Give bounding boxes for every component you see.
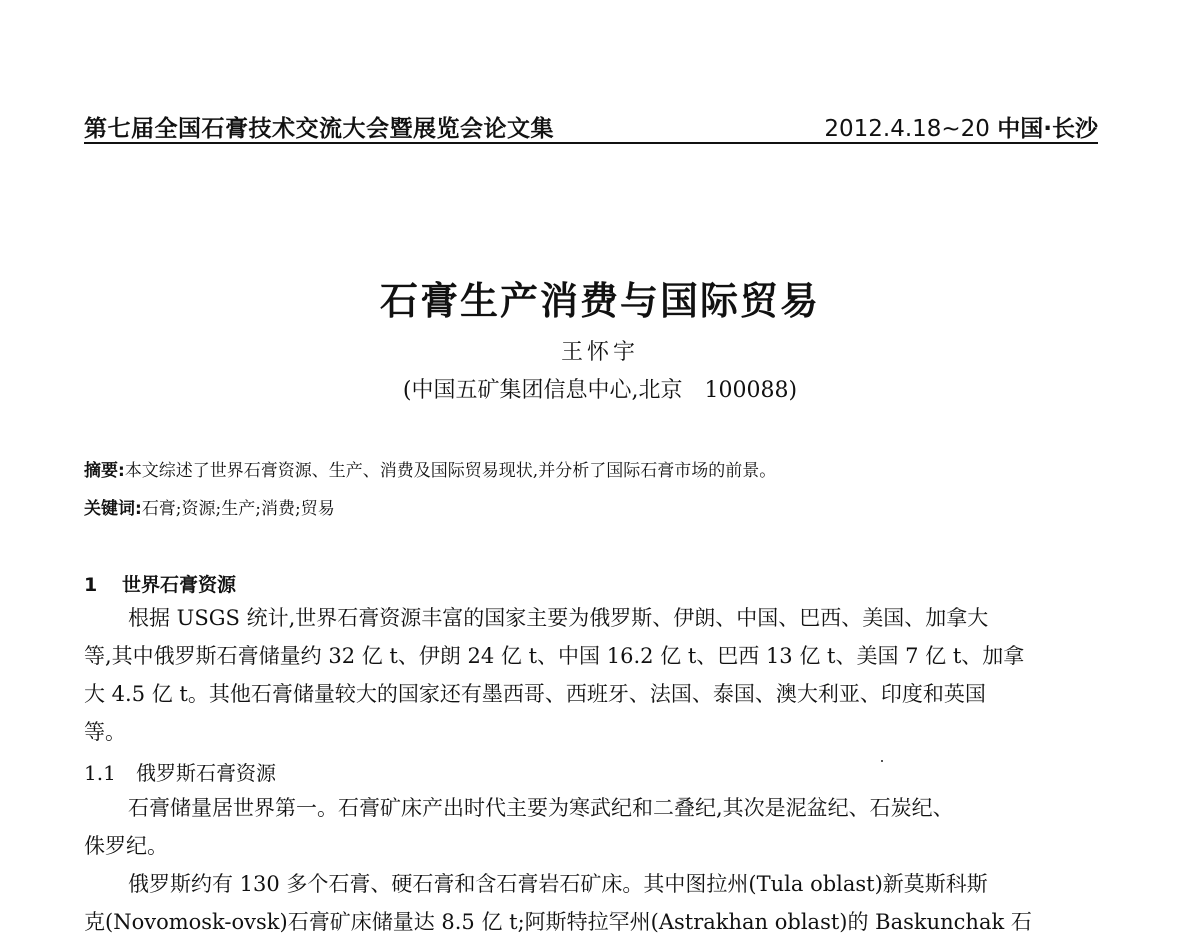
subsection-heading-1-1 xyxy=(84,757,276,786)
keywords-label: 关键词: xyxy=(84,499,142,519)
paragraph-line: 克(Novomosk-ovsk)石膏矿床储量达 8.5 亿 t;阿斯特拉罕州(Astrakhan oblast)的 Baskunchak 石 xyxy=(84,910,1032,934)
keywords-text: 石膏;资源;生产;消费;贸易 xyxy=(141,499,335,519)
section-heading-1 xyxy=(84,570,236,597)
proceedings-name: 第七届全国石膏技术交流大会暨展览会论文集 xyxy=(84,116,554,142)
paragraph-line: 等,其中俄罗斯石膏储量约 32 亿 t、伊朗 24 亿 t、中国 16.2 亿 t、巴西 13 亿 t、美国 7 亿 t、加拿 xyxy=(84,644,1025,668)
affiliation-text: (中国五矿集团信息中心,北京 xyxy=(402,378,683,403)
conference-place: 中国·长沙 xyxy=(997,116,1098,142)
abstract-text: 本文综述了世界石膏资源、生产、消费及国际贸易现状,并分析了国际石膏市场的前景。 xyxy=(124,461,777,481)
section-number: 1 xyxy=(84,574,98,596)
author-affiliation xyxy=(0,373,1200,404)
paragraph-line: 根据 USGS 统计,世界石膏资源丰富的国家主要为俄罗斯、伊朗、中国、巴西、美国、加拿大 xyxy=(128,606,989,630)
abstract-label: 摘要: xyxy=(84,461,125,481)
paper-title: 石膏生产消费与国际贸易 xyxy=(379,279,820,323)
subsection-title: 俄罗斯石膏资源 xyxy=(136,761,276,785)
date-location xyxy=(824,110,1098,143)
paper-author: 王怀宇 xyxy=(560,340,639,365)
paragraph-line: 石膏储量居世界第一。石膏矿床产出时代主要为寒武纪和二叠纪,其次是泥盆纪、石炭纪、 xyxy=(128,796,954,820)
paragraph-line: 等。 xyxy=(84,720,126,744)
keywords xyxy=(84,494,335,519)
postal-code: 100088) xyxy=(704,378,798,403)
paragraph-line: 俄罗斯约有 130 多个石膏、硬石膏和含石膏岩石矿床。其中图拉州(Tula oblast)新莫斯科斯 xyxy=(128,872,988,896)
section-title: 世界石膏资源 xyxy=(122,574,237,596)
abstract xyxy=(84,456,776,481)
subsection-number: 1.1 xyxy=(84,761,116,785)
paragraph-line: 大 4.5 亿 t。其他石膏储量较大的国家还有墨西哥、西班牙、法国、泰国、澳大利亚、印度和英国 xyxy=(84,682,986,706)
conference-date: 2012.4.18~20 xyxy=(824,116,990,142)
paragraph-line: 侏罗纪。 xyxy=(84,834,168,858)
scan-speck xyxy=(881,760,883,762)
running-header xyxy=(84,108,1098,144)
